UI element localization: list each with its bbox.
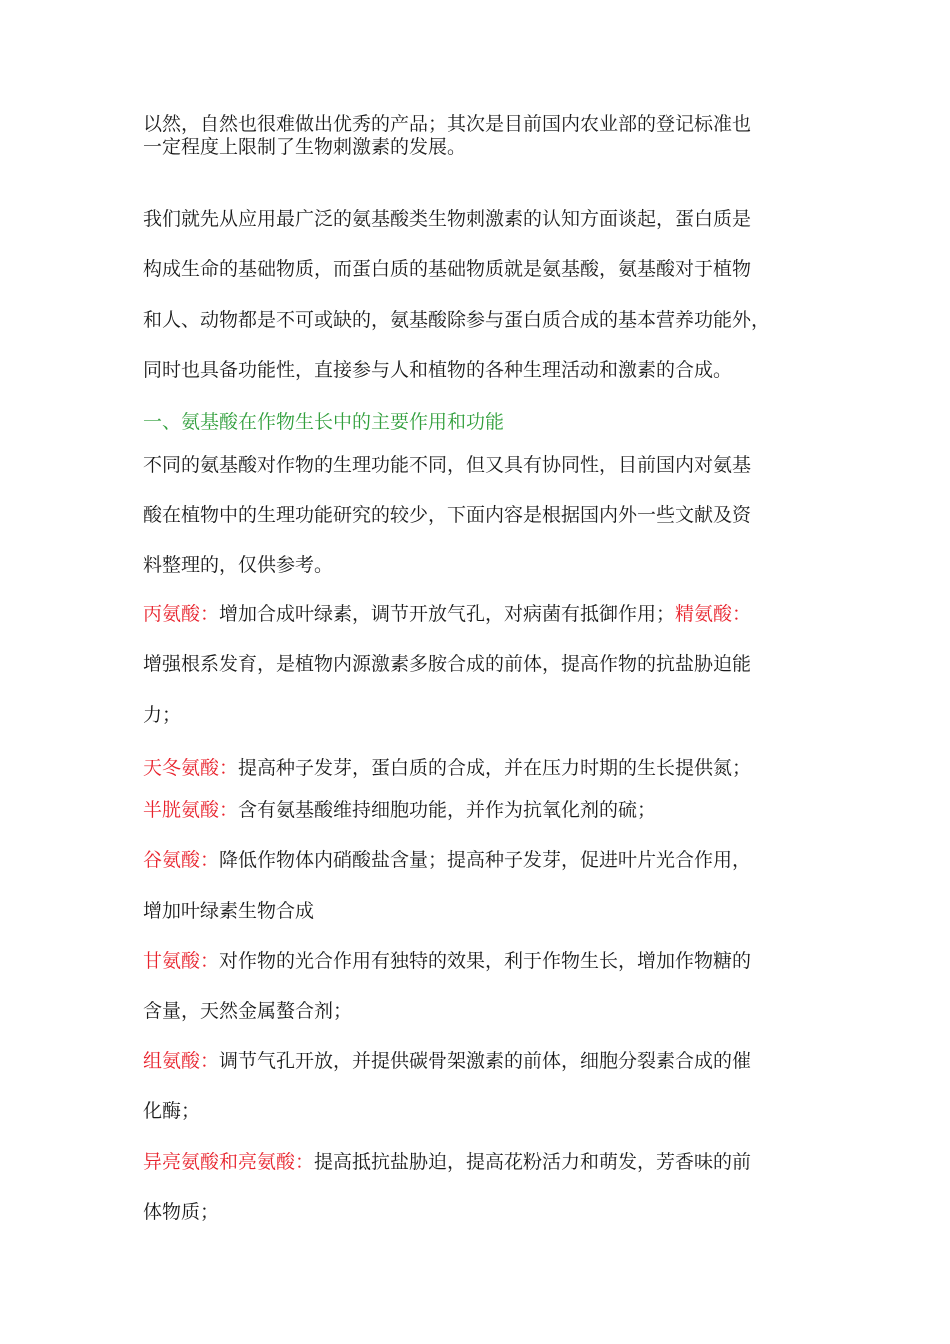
cysteine-desc: 含有氨基酸维持细胞功能，并作为抗氧化剂的硫； — [238, 799, 657, 821]
asparagine-desc: 提高种子发芽，蛋白质的合成，并在压力时期的生长提供氮； — [238, 757, 752, 779]
histidine-desc: 调节气孔开放，并提供碳骨架激素的前体，细胞分裂素合成的催 — [219, 1050, 752, 1072]
para2-line-3: 料整理的，仅供参考。 — [143, 554, 334, 576]
asparagine-entry — [143, 756, 751, 780]
para1-line-2: 构成生命的基础物质，而蛋白质的基础物质就是氨基酸，氨基酸对于植物 — [143, 258, 752, 280]
para2-line-1: 不同的氨基酸对作物的生理功能不同，但又具有协同性，目前国内对氨基 — [143, 454, 752, 476]
para1-line-3: 和人、动物都是不可或缺的，氨基酸除参与蛋白质合成的基本营养功能外， — [143, 309, 771, 331]
para1-line-1: 我们就先从应用最广泛的氨基酸类生物刺激素的认知方面谈起，蛋白质是 — [143, 208, 752, 230]
cysteine-term: 半胱氨酸： — [143, 799, 239, 821]
histidine-desc-line-2: 化酶； — [143, 1100, 201, 1122]
alanine-entry — [143, 602, 751, 626]
arginine-term: 精氨酸： — [675, 603, 752, 625]
leucine-desc-line-2: 体物质； — [143, 1201, 220, 1223]
leucine-entry — [143, 1150, 751, 1174]
arginine-desc-line-2: 力； — [143, 704, 182, 726]
glutamate-term: 谷氨酸： — [143, 849, 220, 871]
glycine-term: 甘氨酸： — [143, 950, 220, 972]
para2-line-2: 酸在植物中的生理功能研究的较少，下面内容是根据国内外一些文献及资 — [143, 504, 752, 526]
section-heading: 一、氨基酸在作物生长中的主要作用和功能 — [143, 411, 505, 433]
para1-line-4: 同时也具备功能性，直接参与人和植物的各种生理活动和激素的合成。 — [143, 359, 733, 381]
asparagine-term: 天冬氨酸： — [143, 757, 239, 779]
glutamate-desc-line-2: 增加叶绿素生物合成 — [143, 900, 315, 922]
glutamate-desc: 降低作物体内硝酸盐含量；提高种子发芽，促进叶片光合作用， — [219, 849, 752, 871]
cysteine-entry — [143, 798, 656, 822]
leucine-term: 异亮氨酸和亮氨酸： — [143, 1151, 315, 1173]
alanine-term: 丙氨酸： — [143, 603, 220, 625]
alanine-desc: 增加合成叶绿素，调节开放气孔，对病菌有抵御作用； — [219, 603, 676, 625]
glycine-entry — [143, 949, 751, 973]
glycine-desc-line-2: 含量，天然金属螯合剂； — [143, 1000, 353, 1022]
intro-line-2: 一定程度上限制了生物刺激素的发展。 — [143, 136, 467, 158]
glutamate-entry — [143, 848, 751, 872]
arginine-desc-line-1: 增强根系发育，是植物内源激素多胺合成的前体，提高作物的抗盐胁迫能 — [143, 653, 752, 675]
leucine-desc: 提高抵抗盐胁迫，提高花粉活力和萌发，芳香味的前 — [314, 1151, 752, 1173]
histidine-term: 组氨酸： — [143, 1050, 220, 1072]
glycine-desc: 对作物的光合作用有独特的效果，利于作物生长，增加作物糖的 — [219, 950, 752, 972]
histidine-entry — [143, 1049, 751, 1073]
intro-line-1: 以然，自然也很难做出优秀的产品；其次是目前国内农业部的登记标准也 — [143, 113, 752, 135]
